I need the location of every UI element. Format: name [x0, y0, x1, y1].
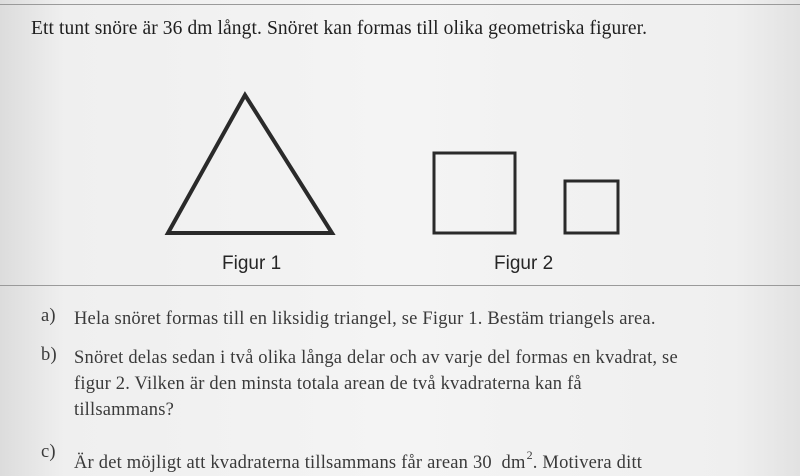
question-c-letter: c) [41, 442, 56, 462]
figure-1-label: Figur 1 [222, 253, 282, 274]
problem-intro: Ett tunt snöre är 36 dm långt. Snöret kan formas till olika geometriska figurer. [31, 18, 648, 39]
question-c-exponent: 2 [526, 448, 533, 462]
question-b-line-3: tillsammans? [74, 400, 175, 420]
equilateral-triangle-figure [168, 95, 332, 233]
question-b-line-1: Snöret delas sedan i två olika långa delar och av varje del formas en kvadrat, se [74, 348, 678, 368]
question-c-text-before: Är det möjligt att kvadraterna tillsammans får arean 30 [74, 453, 492, 473]
question-b-text [74, 345, 678, 423]
question-c-unit: dm [501, 453, 526, 473]
question-b-letter: b) [41, 345, 57, 365]
figure-2-label: Figur 2 [494, 253, 554, 274]
question-a-letter: a) [41, 306, 56, 326]
section-divider [0, 285, 800, 286]
question-c-text-after: . Motivera ditt [532, 453, 643, 473]
small-square-figure [565, 181, 618, 233]
question-a-text: Hela snöret formas till en liksidig triangel, se Figur 1. Bestäm triangels area. [74, 309, 656, 329]
question-b-line-2: figur 2. Vilken är den minsta totala arean de två kvadraterna kan få [74, 374, 582, 394]
large-square-figure [434, 153, 515, 233]
